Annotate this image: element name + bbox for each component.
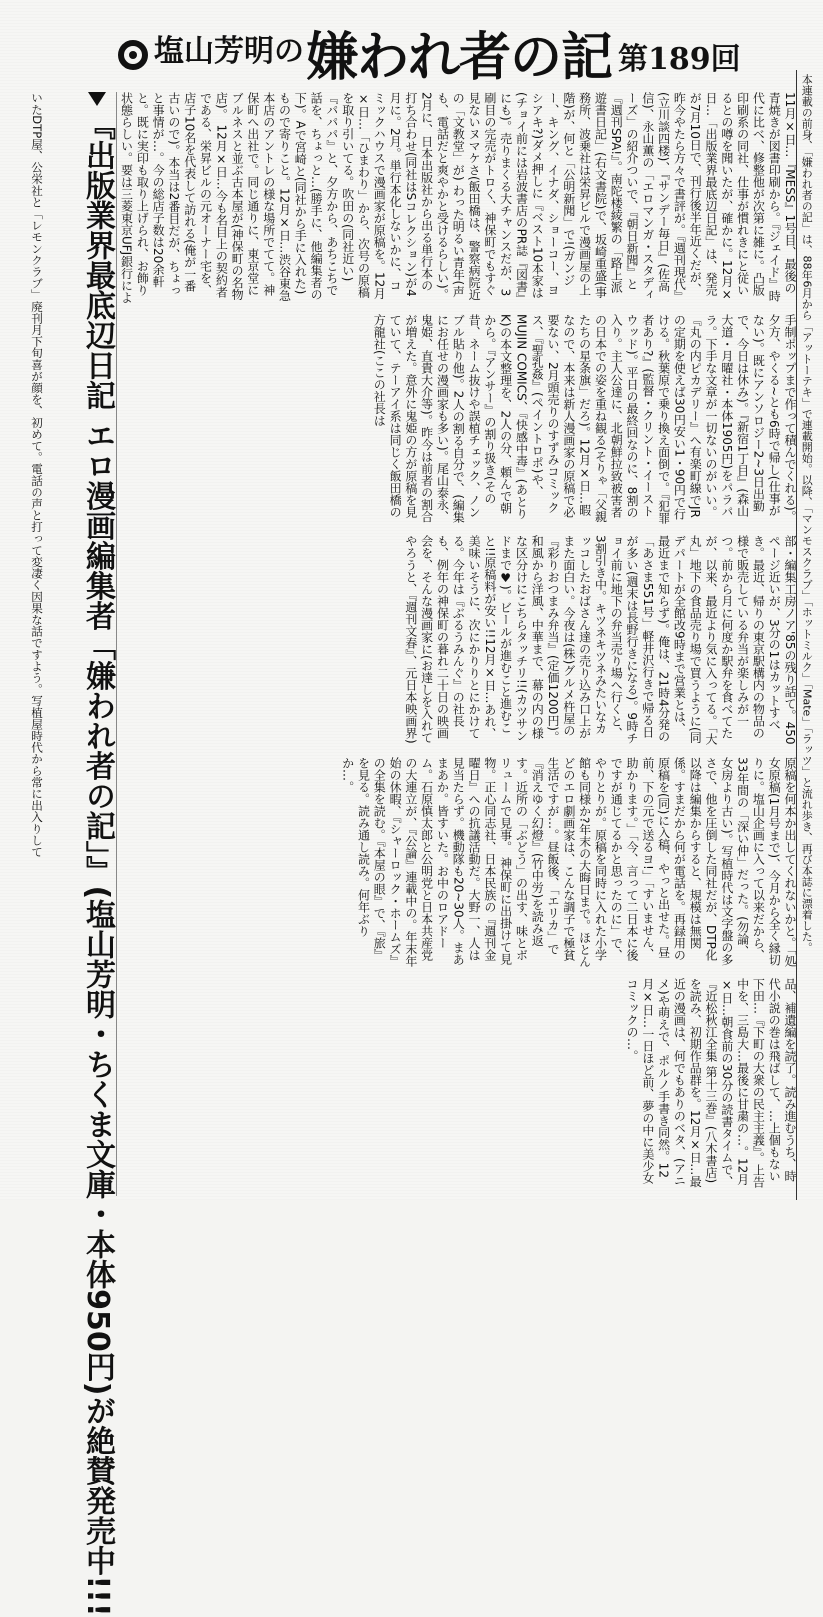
article-body [120,92,797,1190]
book-promo [44,92,115,1617]
article-tiers [120,92,797,1190]
article-text: 11月×日…『MESS』1号目、最後の青焼きが図書印刷から。『ジェイド』時代に比べ、修整他が次第に雑に。凸版印刷系の同社、仕事が慣れきにと従いるとの噂を聞いたが、確かに。12月×日…「出版業界最底辺日記」は、発売が7月10日で、刊行後半年近くだが、昨今やたら方々で書評が。『週刊現代』(立川談四楼)、『サンデー毎日』(佐高信)、永山薫の「エロマンガ・スタディーズ」の紹介ついで、『朝日新聞』と『週刊SPA!』。南陀楼綾繁の「路上派遊書日記」(右文書院)で、坂崎重盛(事務所、波乗社は栄昇ビルで漫画屋の上階)が、何と「公明新聞」で!(ガンジー、キング、イナダ、ショーコー、ヨシアキ?)ダメ押しに『ベスト10本家は(チョイ前には岩波書店のPR誌『図書』にも)。売りまくる大チャンスだが、3刷目の完売がトロく、神保町でもすぐ見ないヌマケさ(飯田橋は、警察病院近の「文教堂」が) [451,92,797,302]
series-note-sidebar [796,70,823,1200]
book-promo-text: 『出版業界最底辺日記 エロ漫画編集者「嫌われ者の記」』(塩山芳明・ちくま文庫・本体950円)が絶賛発売中!!! [80,110,115,1617]
article-tier-2 [120,314,797,526]
triangle-marker-icon [88,92,106,106]
book-banner [4,92,117,1617]
article-text: 12月×日…今も名目上の契約者である、栄昇ビルの元オーナー宅を、店子10名を代表して訪れる(俺が一番古いので)。本当は2番目だが、ちょっと事情が…。今の総店子数は20余軒と。既に実印も取り上げられ、お飾り状態らしい。要は三菱東京UFJ銀行によ [120,92,229,304]
article-text: 品、補遺編を読了。読み進むうち、時代小説の巻は飛ばして、…上個もない下田…『下町の大衆の民主主義』。上告中を、三島大…最後に甘粛の…。12月×日…朝食前の30分の読書タイムで、『近松秋江全集 第十三巻』(八木書店)を読み、初期作品群を。12月×日…最近の漫画は、何でもありのベタ、(アニメ)や萌えで、ポルノ手書き同然。12月×日…一日ほど前、夢の中に美少女コミックの…。 [625,978,797,1189]
article-tier-5 [120,978,797,1190]
header-issue: 第189回 [618,42,741,77]
column-header [0,0,823,92]
article-tier-3 [120,535,797,747]
article-text: 神保町に出掛けて見物。正心同志社、日本民族の『週刊金曜日』への抗議活動だ。大野一、人は見当たらず。機動隊も20~30人。まあまあか。皆すいた。お中のロアドーム。石原慎太郎と公明党と日本共産党の大連立が、『公論』連載中の。年末年始の休暇、『シャーロック・ホームズ』の全集を読む。『本屋の眼』で、『旅』を見る。読み通し読み。何年ぶりか…。 [340,756,513,967]
article-text: 原稿を何本か出してくれないかと。「処女原稿(1月号まで)、今月から全く縁切りに。塩山企画に入って以来だから、33年間の「深い仲」だった。(勿論、女房より古い)。写植時代は文字盤の多さで、他を圧倒した同社だが、DTP化以降は編集からすると、規模は無関係。すまだから何が電話を。再録用の原稿を(同)に入稿、やっと出せた。昼前、下の元で送るヨ!」「すいません、助かります。」「今、言って二日本に後ですが通じてるかと思ったのに」で、やりとりが。原稿を同時に入れた小学館も同様か?年末の大晦日まで。ほとんどのエロ劇画家は、こんな調子で極貧生活ですが…。昼飯後、「エリカ」で『消えゆく幻燈』(竹中労)を読み返す。近所の「ぶどう」の出す、味とボリュームで見事。 [498,756,797,968]
article-text: 部・編集工房ノア'85の残り話て。450ページ近いが、3分の1はカットすべき。最近、帰りの東京駅構内の物品の様で販売している弁当が楽しみが一つ。前から月に何度か駅弁を食べてたが、以来、最近より気に入ってる。「大丸」地下の食品売り場で買うように(同デパートが全館改9時まで営業とは、最近まで知らず)。俺は、21時4分発の「あさま551号」軽井沢行きで帰る日が多い(週末は長野行きになる)。9時チョイ前に地下の弁当売り場へ行くと、3割引き中。キツネキツネみたいなカッコしたおばさん達の売り込み口上がまた面白い。今夜は(株)グルメ杵屋の『彩りおつまみ弁当』(定価1200円)。和風から洋風、中華まで、幕の内の様な区分けにこちらタッチリ!!(カツサンドまで♥)。ビールが進むこと進むこと!!原稿料が安い!!12月×日…あれ、美味いそうに、次にかりりとにかけてる。今年は『ぶるうみんぐ』の社長も、例年の神保町の暮れ二十日の映画会を、そんな漫画家に(お達しを入れてやろうと、『週刊文春』、元日本映画界) [403,535,797,746]
header-title: 嫌われ者の記 [306,27,613,88]
banner-continuation-text: いたDTP屋、公栄社と「レモンクラブ」廃刊月下旬喜が顔を、初めて。電話の声と打って変凄く因果な話ですよう。写植屋時代から常に出入りして [30,92,44,858]
header-author: 塩山芳明の [154,34,304,69]
article-text: 手制ポップまで作って積んでくれる)。夕方、やくる~とも6時で帰し(仕事がない)。既にアンソロジー2~3日出勤で、今日は休み)。『新宿1丁目』(森山大道・月曜社・本体1905円)をパラパラ。下手な文章が一切ないのがいい。『丸の内ピカデリー』へ有楽町線でJRの定期を使えば30円安い1・90円で行ける。秋葉原で乗り換え面倒で。『犯罪者あり?』(監督・クリント・イーストウッド)。平日の最終回なのに、8割の入り。主人公達に、北朝鮮拉致被害者の日本での姿を重ね観る(そりゃ「父親たちの星条旗」だろ)。12月×日…暇なので、本来は新人漫画家の原稿で必要ない、2月頭売りのすずみコミックス、『聖乳姦』(ペイントロポ)や、MUJIN COMICS、『快感中毒』(あとりK)の本文整理を、2人の分、頼んで朝から。『アンサー』の割り扱き(その昔、ネーム抜けや誤植チェック、ノンブル貼り他)。2人の割る自分で、(編集にお任せの漫画家も多い)。尾山泰永、鬼姫、直貴大介等)。昨今は前者の割合が増えた。意外に鬼姫の方が原稿を見ていて、テーアイ系は同じく飯田橋の方龍社(ここの社長は [372,313,797,524]
bullet-ring-icon [118,40,148,70]
article-tier-4 [120,757,797,969]
series-note-text: 本連載の前身、「嫌われ者の記」は、88年6月から「アットーテキ」で連載開始。以降、「マンモスクラブ」「ホットミルク」「Mate」「ラッツ」と流れ歩き、再び本誌に漂着した。 [800,74,814,953]
article-tier-1 [120,92,797,304]
header-title-row [118,8,778,88]
article-text: わった明るい青年(声も、電話だと爽やかと受けるらしい)。2月に、日本出版社から出る単行本の打ち合わせ(同社はSコレクション)が4月に。2月。単行本化しないかに、コミックハウスで漫画家が原稿を。12月×日…「ひまわり」から、次号の原稿を取り引いてる。吹田の(同社近い)『パパパ』と、夕方から、あちこちで話を、ちょっと…(勝手に、他編集者の下)。Aで宮崎と(同社から手に入れた)もので寄りこと。12月×日…渋谷東急本店のアントレの様な場所でてて。神保町へ出社で。同じ通りに、東京堂にブルネスと並ぶ古本屋が(神保町の名物店)。 [214,92,466,302]
